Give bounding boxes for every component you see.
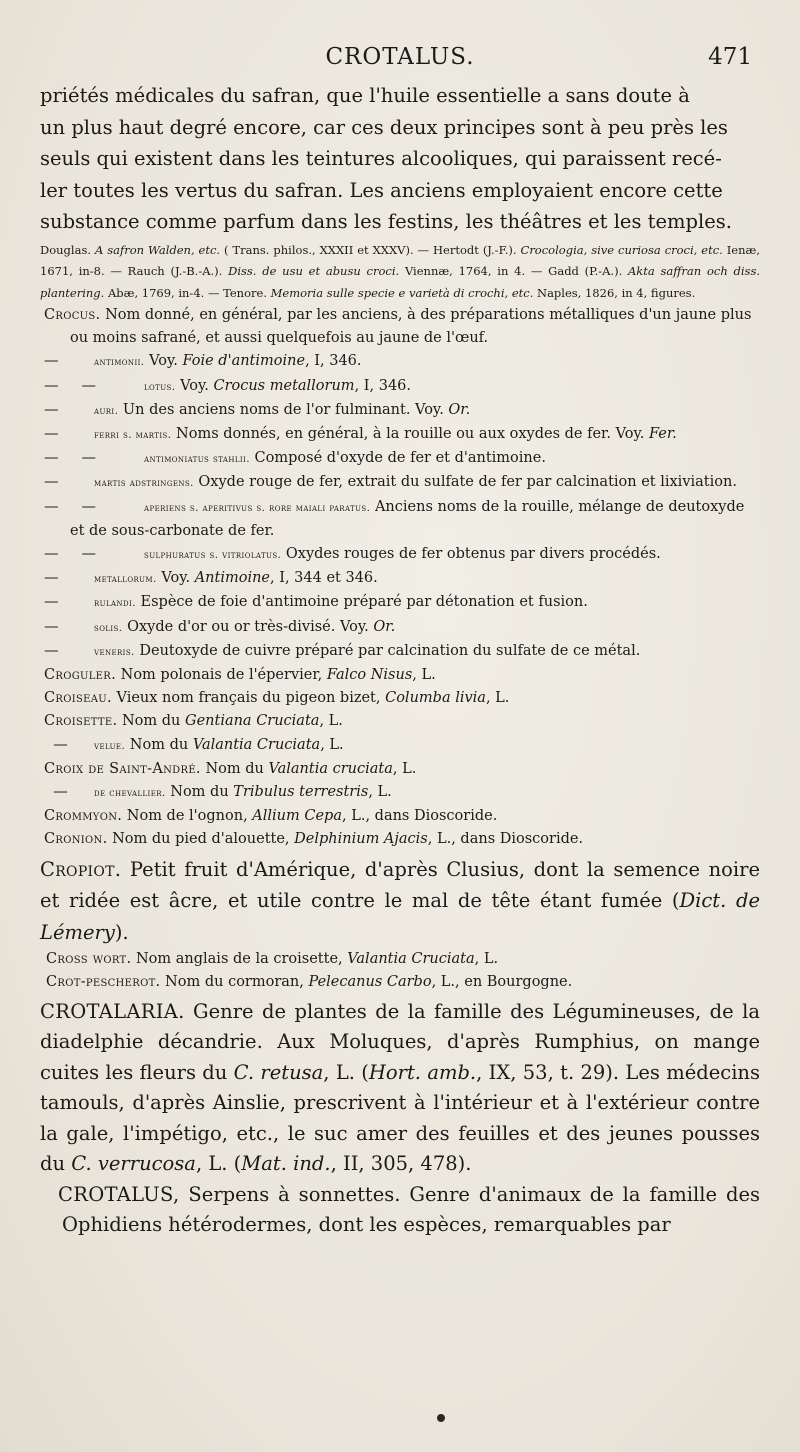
definition: Vieux nom français du pigeon bizet,: [111, 690, 386, 707]
subheadword: lotus.: [144, 380, 176, 393]
species-name: Valantia Cruciata: [192, 736, 321, 753]
headword: Cronion.: [44, 831, 108, 848]
entry-croisette: [40, 710, 760, 733]
entry-veneris: — veneris. Deutoxyde de cuivre préparé par calcination du sulfate de ce métal.: [44, 642, 641, 659]
species-name: Falco Nisus: [326, 667, 413, 684]
headword: Croiseau.: [44, 690, 112, 707]
definition: , L.: [412, 667, 436, 684]
definition: , II, 305, 478).: [330, 1152, 472, 1176]
definition: , L.: [392, 760, 417, 777]
entry-croix-saint-andre: [40, 758, 760, 781]
crocus-entries: [40, 304, 760, 852]
species-name: Tribulus terrestris: [233, 784, 369, 801]
entry-crommyon: [40, 805, 760, 828]
ref-title: Diss. de usu et abusu croci.: [228, 264, 400, 278]
definition: Nom du: [125, 736, 193, 753]
ref-text: Ienæ, 1671, in-8. — Rauch (J.-B.-A.).: [40, 242, 760, 278]
headword: Croguler.: [44, 667, 117, 684]
bibliography: [40, 240, 760, 305]
definition: Anciens noms de la rouille, mélange de deutoxyde et de sous-carbonate de fer.: [70, 498, 745, 539]
entry-croisette-velue: — velue. Nom du Valantia Cruciata, L.: [44, 736, 344, 753]
headword: Cross wort.: [46, 951, 132, 968]
species-name: Gentiana Cruciata: [184, 713, 320, 730]
species-name: C. retusa: [233, 1060, 324, 1084]
definition: Oxydes rouges de fer obtenus par divers procédés.: [281, 546, 661, 563]
headword: CROTALUS,: [58, 1182, 180, 1206]
ref-text: Naples, 1826, in 4, figures.: [533, 285, 696, 300]
definition: Nom polonais de l'épervier,: [116, 667, 327, 684]
definition: , IX, 53, t. 29). Les médecins tamouls, d'après Ainslie, prescrivent à l'intérieur et à l'extérieur contre la gale, l'impétigo, etc., le suc amer des feuilles et des jeunes pousses du: [40, 1060, 760, 1176]
cross-reference: Or.: [448, 401, 471, 418]
running-title: CROTALUS.: [325, 44, 475, 70]
entry-rulandi: — rulandi. Espèce de foie d'antimoine préparé par détonation et fusion.: [44, 594, 588, 611]
entry-cropiot: [40, 854, 760, 949]
definition: Oxyde d'or ou or très-divisé. Voy.: [122, 618, 374, 635]
definition: Petit fruit d'Amérique, d'après Clusius, dont la semence noire et ridée est âcre, et utile contre le mal de tête étant fumée (: [40, 857, 760, 913]
subheadword: antimonii.: [94, 356, 145, 369]
entry-crotalus: [40, 1180, 760, 1241]
ref-author: Douglas.: [40, 242, 95, 257]
definition: , L. (: [323, 1060, 369, 1084]
species-name: Delphinium Ajacis: [294, 831, 428, 848]
subheadword: martis adstringens.: [94, 477, 194, 490]
entry-croix-chevallier: — de chevallier. Nom du Tribulus terrestris, L.: [44, 784, 392, 801]
entry-auri: — auri. Un des anciens noms de l'or fulminant. Voy. Or.: [44, 401, 471, 418]
definition: Nom de l'ognon,: [122, 808, 253, 825]
definition: , L. (: [195, 1152, 242, 1176]
entry-cronion: [40, 828, 760, 851]
cross-reference: Antimoine: [194, 570, 271, 587]
subheadword: metallorum.: [94, 573, 157, 586]
entry-solis: — solis. Oxyde d'or ou or très-divisé. Voy. Or.: [44, 618, 396, 635]
species-name: Allium Cepa: [252, 808, 342, 825]
definition: , L.: [320, 736, 344, 753]
subheadword: auri.: [94, 404, 119, 417]
definition: Nom du pied d'alouette,: [107, 831, 295, 848]
definition: , L.: [474, 951, 499, 968]
headword: CROTALARIA.: [40, 999, 185, 1023]
subheadword: velue.: [94, 739, 126, 752]
definition: Nom anglais de la croisette,: [131, 951, 348, 968]
definition: Composé d'oxyde de fer et d'antimoine.: [249, 450, 546, 467]
subheadword: de chevallier.: [94, 787, 166, 800]
definition: , L.: [368, 784, 392, 801]
headword: Crocus.: [44, 307, 101, 323]
entry-antimonii: — antimonii. Voy. Foie d'antimoine, I, 346.: [44, 353, 362, 370]
entry-crot-pescherot: [40, 971, 760, 994]
ref-title: Crocologia, sive curiosa croci, etc.: [520, 242, 723, 257]
entry-croguler: [40, 664, 760, 687]
ref-text: Viennæ, 1764, in 4. — Gadd (P.-A.).: [399, 264, 628, 278]
source-reference: Mat. ind.: [241, 1152, 331, 1176]
species-name: C. verrucosa: [71, 1152, 196, 1176]
definition: Voy.: [156, 570, 195, 587]
definition: Espèce de foie d'antimoine préparé par détonation et fusion.: [135, 594, 588, 611]
definition: , I, 346.: [305, 353, 362, 370]
definition: Nom du: [200, 760, 269, 777]
source-reference: Dict. de Lémery: [40, 889, 760, 944]
source-reference: Hort. amb.: [368, 1060, 477, 1084]
subheadword: solis.: [94, 621, 123, 634]
intro-paragraph: [40, 80, 760, 238]
species-name: Valantia cruciata: [268, 760, 393, 777]
definition: Un des anciens noms de l'or fulminant. Voy.: [118, 401, 449, 418]
intro-line: seuls qui existent dans les teintures alcooliques, qui paraissent recé-: [40, 147, 722, 170]
printer-mark: [437, 1414, 445, 1422]
ref-text: Abæ, 1769, in-4. — Tenore.: [104, 285, 271, 300]
cross-reference: Fer.: [648, 426, 677, 443]
definition: Nom du: [117, 713, 185, 730]
species-name: Pelecanus Carbo: [308, 974, 432, 991]
cross-reference: Foie d'antimoine: [182, 353, 306, 370]
definition: , L., en Bourgogne.: [431, 974, 573, 991]
headword: Croisette.: [44, 713, 118, 730]
page-number: 471: [708, 44, 752, 70]
entry-ferri: — ferri s. martis. Noms donnés, en général, à la rouille ou aux oxydes de fer. Voy. Fer.: [44, 426, 677, 443]
definition: Genre de plantes de la famille des Légumineuses, de la diadelphie décandrie. Aux Moluques, d'après Rumphius, on mange cuites les fleurs du: [40, 999, 760, 1084]
definition: Nom du cormoran,: [160, 974, 309, 991]
cross-reference: Or.: [373, 618, 396, 635]
entry-crotalaria: [40, 997, 760, 1180]
intro-line: substance comme parfum dans les festins, les théâtres et les temples.: [40, 210, 733, 233]
ref-title: Memoria sulle specie e varietà di crochi, etc.: [270, 285, 534, 300]
intro-line: un plus haut degré encore, car ces deux principes sont à peu près les: [40, 115, 728, 139]
definition: , L., dans Dioscoride.: [427, 831, 584, 848]
headword: Croix de Saint-André.: [44, 760, 201, 777]
definition: Oxyde rouge de fer, extrait du sulfate de fer par calcination et lixiviation.: [193, 474, 737, 491]
definition: , I, 344 et 346.: [270, 570, 378, 587]
species-name: Valantia Cruciata: [347, 951, 475, 968]
definition: Nom donné, en général, par les anciens, à des préparations métalliques d'un jaune plus ou moins safrané, et aussi quelquefois au jaune de l'œuf.: [70, 307, 752, 347]
headword: Crot-pescherot.: [46, 974, 161, 991]
entry-adstringens: — martis adstringens. Oxyde rouge de fer, extrait du sulfate de fer par calcination et lixiviation.: [44, 474, 737, 491]
definition: Serpens à sonnettes. Genre d'animaux de la famille des Ophidiens hétérodermes, dont les espèces, remarquables par: [62, 1182, 760, 1237]
page-header: [40, 40, 760, 80]
definition: , I, 346.: [354, 377, 412, 394]
cross-entries: [40, 948, 760, 994]
species-name: Columba livia: [385, 690, 486, 707]
ref-title: A safron Walden, etc.: [94, 242, 221, 257]
cross-reference: Crocus metallorum: [213, 377, 355, 394]
definition: Nom du: [165, 784, 234, 801]
ref-title: Akta saffran och diss. plantering.: [40, 264, 760, 300]
subheadword: antimoniatus stahlii.: [144, 453, 250, 466]
entry-stahlii: — — antimoniatus stahlii. Composé d'oxyde de fer et d'antimoine.: [44, 450, 546, 467]
definition: Voy.: [175, 377, 214, 394]
subheadword: ferri s. martis.: [94, 429, 172, 442]
subheadword: sulphuratus s. vitriolatus.: [144, 549, 282, 562]
page-body: [40, 80, 760, 1241]
headword: Crommyon.: [44, 808, 123, 825]
bibliography-text: [40, 240, 760, 305]
intro-line: ler toutes les vertus du safran. Les anciens employaient encore cette: [40, 178, 723, 202]
subheadword: aperiens s. aperitivus s. rore maiali paratus.: [144, 501, 371, 514]
subheadword: veneris.: [94, 645, 135, 658]
definition: Voy.: [144, 353, 183, 370]
definition: , L.: [319, 713, 343, 730]
entry-cross-wort: [40, 948, 760, 971]
definition: , L.: [485, 690, 510, 707]
definition: Noms donnés, en général, à la rouille ou aux oxydes de fer. Voy.: [171, 426, 649, 443]
entry-lotus: — — lotus. Voy. Crocus metallorum, I, 346.: [44, 377, 412, 394]
headword: Cropiot.: [40, 857, 122, 881]
entry-sulphuratus: — — sulphuratus s. vitriolatus. Oxydes rouges de fer obtenus par divers procédés.: [44, 546, 661, 563]
subheadword: rulandi.: [94, 597, 136, 610]
entry-crocus: [40, 304, 760, 350]
entry-croiseau: [40, 687, 760, 710]
entry-aperiens: — — aperiens s. aperitivus s. rore maiali paratus. Anciens noms de la rouille, mélange de deutoxyde et de sous-carbonate de fer.: [44, 498, 745, 539]
definition: , L., dans Dioscoride.: [341, 808, 498, 825]
definition: ).: [114, 920, 129, 944]
intro-line: priétés médicales du safran, que l'huile essentielle a sans doute à: [40, 84, 690, 107]
ref-text: ( Trans. philos., XXXII et XXXV). — Hertodt (J.-F.).: [220, 242, 521, 257]
entry-metallorum: — metallorum. Voy. Antimoine, I, 344 et 346.: [44, 570, 378, 587]
definition: Deutoxyde de cuivre préparé par calcination du sulfate de ce métal.: [134, 642, 641, 659]
